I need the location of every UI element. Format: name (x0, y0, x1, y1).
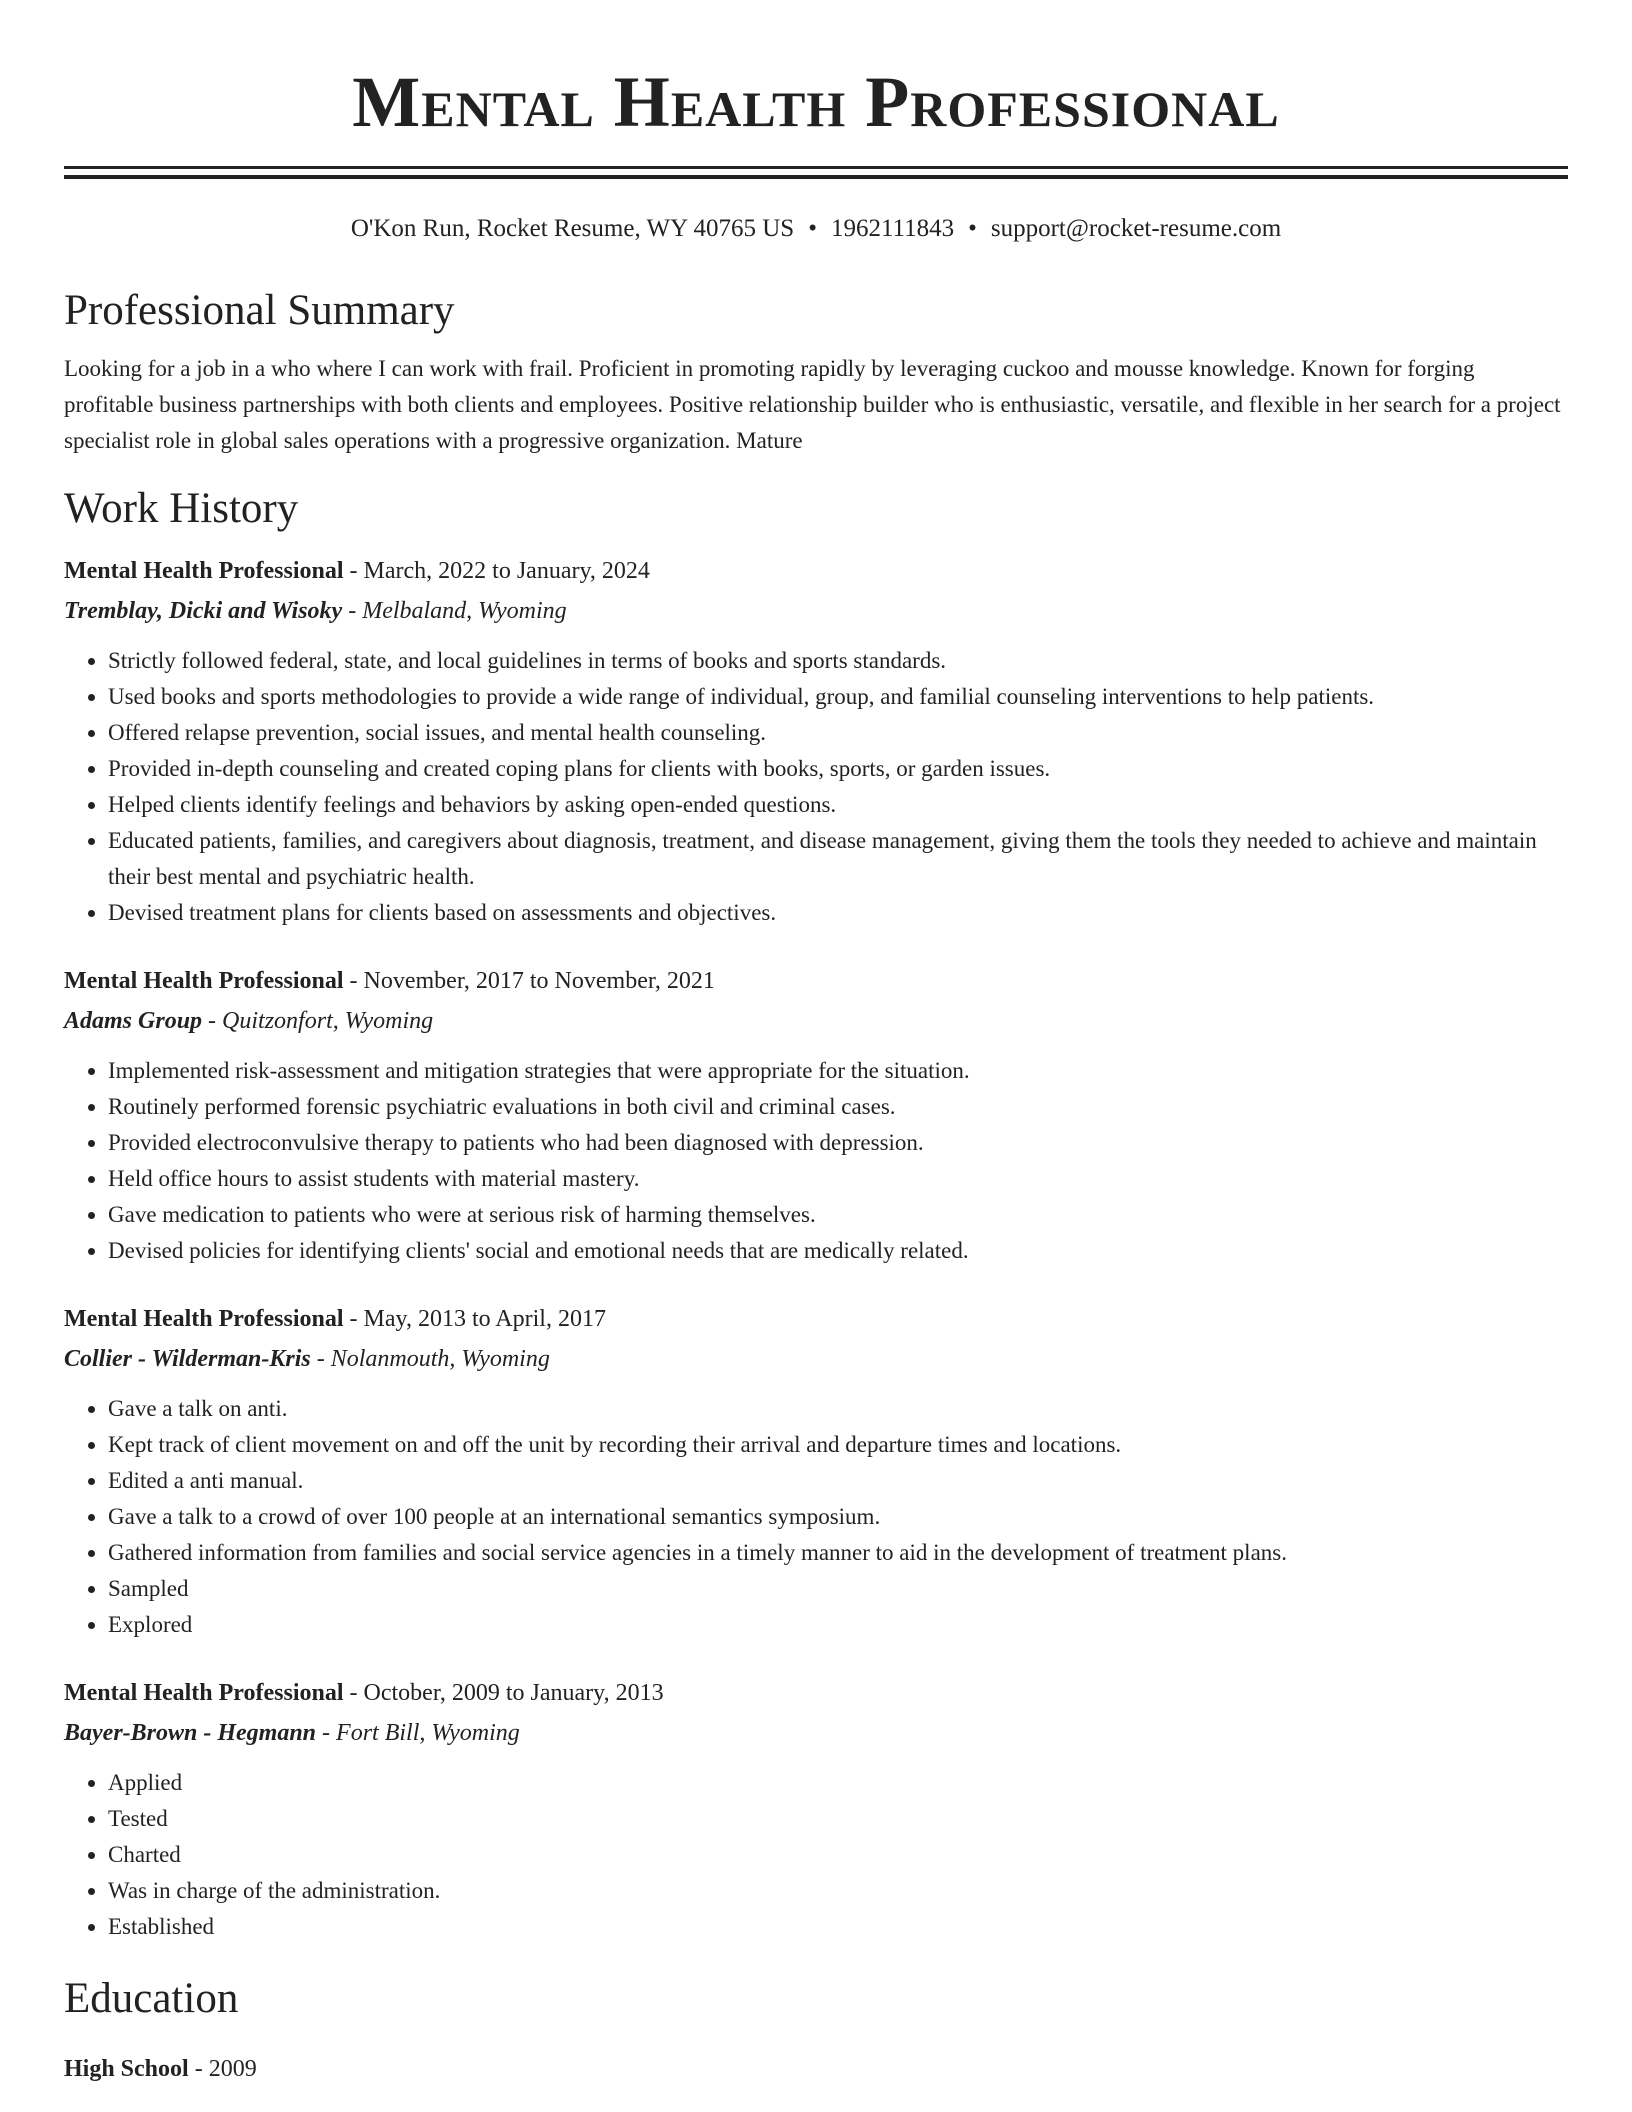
job-bullet: • Established (108, 1909, 1568, 1945)
job-company: Tremblay, Dicki and Wisoky (64, 598, 343, 624)
job-company-line: Adams Group - Quitzonfort, Wyoming (64, 1008, 434, 1034)
job-bullet: • Tested (108, 1801, 1568, 1837)
job-entry (64, 551, 1568, 931)
job-company: Bayer-Brown - Hegmann (64, 1720, 317, 1746)
job-bullet: • Strictly followed federal, state, and local guidelines in terms of books and sports standards. (108, 643, 1568, 679)
job-bullet: • Offered relapse prevention, social issues, and mental health counseling. (108, 715, 1568, 751)
header-rule-thick (64, 175, 1568, 179)
job-location: Quitzonfort, Wyoming (222, 1008, 434, 1034)
job-entry (64, 961, 1568, 1269)
resume-name: Mental Health Professional (352, 62, 1280, 142)
job-title-line: Mental Health Professional - March, 2022 to January, 2024 (64, 558, 650, 584)
job-bullet: • Provided in-depth counseling and created coping plans for clients with books, sports, or garden issues. (108, 751, 1568, 787)
job-dates: November, 2017 to November, 2021 (363, 968, 715, 994)
job-entry (64, 1299, 1568, 1643)
job-bullet: • Gave a talk on anti. (108, 1391, 1568, 1427)
job-company-line: Bayer-Brown - Hegmann - Fort Bill, Wyoming (64, 1720, 520, 1746)
job-bullet: • Helped clients identify feelings and behaviors by asking open-ended questions. (108, 787, 1568, 823)
job-location: Melbaland, Wyoming (362, 598, 567, 624)
job-role: Mental Health Professional (64, 1680, 344, 1706)
job-company-line: Collier - Wilderman-Kris - Nolanmouth, Wyoming (64, 1346, 550, 1372)
job-bullets (64, 1053, 1568, 1269)
job-title-line: Mental Health Professional - November, 2017 to November, 2021 (64, 968, 715, 994)
job-company: Adams Group (64, 1008, 203, 1034)
contact-phone: 1962111843 (830, 215, 955, 242)
job-role: Mental Health Professional (64, 558, 344, 584)
education-entry: High School - 2009 (64, 2056, 257, 2082)
job-bullets (64, 1391, 1568, 1643)
job-dates: March, 2022 to January, 2024 (363, 558, 650, 584)
job-bullets (64, 643, 1568, 931)
header-rule-thin (64, 166, 1568, 169)
job-bullet: • Held office hours to assist students with material mastery. (108, 1161, 1568, 1197)
work-history-heading: Work History (64, 485, 299, 532)
contact-line (64, 211, 1568, 247)
job-title-line: Mental Health Professional - October, 2009 to January, 2013 (64, 1680, 664, 1706)
job-bullet: • Gathered information from families and social service agencies in a timely manner to aid in the development of treatment plans. (108, 1535, 1568, 1571)
job-role: Mental Health Professional (64, 1306, 344, 1332)
job-bullet: • Edited a anti manual. (108, 1463, 1568, 1499)
job-role: Mental Health Professional (64, 968, 344, 994)
job-bullet: • Used books and sports methodologies to provide a wide range of individual, group, and familial counseling interventions to help patients. (108, 679, 1568, 715)
job-company: Collier - Wilderman-Kris (64, 1346, 311, 1372)
job-bullet: • Devised treatment plans for clients based on assessments and objectives. (108, 895, 1568, 931)
summary-heading: Professional Summary (64, 287, 455, 334)
education-degree: High School (64, 2056, 189, 2082)
job-dates: May, 2013 to April, 2017 (363, 1306, 606, 1332)
job-bullet: • Kept track of client movement on and off the unit by recording their arrival and departure times and locations. (108, 1427, 1568, 1463)
job-bullet: • Gave medication to patients who were at serious risk of harming themselves. (108, 1197, 1568, 1233)
job-bullet: • Gave a talk to a crowd of over 100 people at an international semantics symposium. (108, 1499, 1568, 1535)
job-bullets (64, 1765, 1568, 1945)
job-dates: October, 2009 to January, 2013 (363, 1680, 664, 1706)
job-bullet: • Applied (108, 1765, 1568, 1801)
job-location: Nolanmouth, Wyoming (330, 1346, 550, 1372)
job-bullet: • Routinely performed forensic psychiatric evaluations in both civil and criminal cases. (108, 1089, 1568, 1125)
job-title-line: Mental Health Professional - May, 2013 to April, 2017 (64, 1306, 606, 1332)
education-heading: Education (64, 1975, 239, 2022)
job-bullet: • Was in charge of the administration. (108, 1873, 1568, 1909)
job-bullet: • Explored (108, 1607, 1568, 1643)
contact-separator: • (808, 215, 817, 242)
contact-separator: • (968, 215, 977, 242)
job-location: Fort Bill, Wyoming (336, 1720, 520, 1746)
job-bullet: • Implemented risk-assessment and mitigation strategies that were appropriate for the situation. (108, 1053, 1568, 1089)
education-year: 2009 (208, 2056, 257, 2082)
job-company-line: Tremblay, Dicki and Wisoky - Melbaland, Wyoming (64, 598, 567, 624)
job-bullet: • Devised policies for identifying clients' social and emotional needs that are medically related. (108, 1233, 1568, 1269)
summary-text: Looking for a job in a who where I can work with frail. Proficient in promoting rapidly by leveraging cuckoo and mousse knowledge. Known for forging profitable business partnerships with both clients and employees. Positive relationship builder who is enthusiastic, versatile, and flexible in her search for a project specialist role in global sales operations with a progressive organization. Mature (64, 356, 1561, 453)
job-bullet: • Charted (108, 1837, 1568, 1873)
job-bullet: • Sampled (108, 1571, 1568, 1607)
contact-email: support@rocket-resume.com (990, 215, 1282, 242)
job-bullet: • Provided electroconvulsive therapy to patients who had been diagnosed with depression. (108, 1125, 1568, 1161)
contact-address: O'Kon Run, Rocket Resume, WY 40765 US (350, 215, 795, 242)
job-bullet: • Educated patients, families, and caregivers about diagnosis, treatment, and disease management, giving them the tools they needed to achieve and maintain their best mental and psychiatric health. (108, 823, 1568, 895)
job-entry (64, 1673, 1568, 1945)
